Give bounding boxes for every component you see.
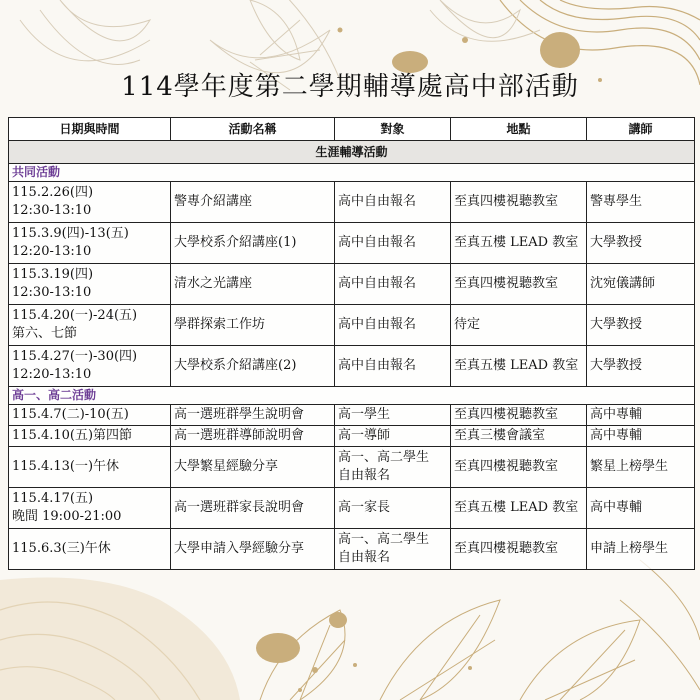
group-row <box>9 387 695 405</box>
date-cell-line: 115.4.10(五)第四節 <box>12 428 133 443</box>
location-cell: 至真四樓視聽教室 <box>451 264 587 305</box>
table-row <box>9 346 695 387</box>
location-cell: 至真五樓 LEAD 教室 <box>451 488 587 529</box>
table-row <box>9 405 695 426</box>
target-cell-line: 高一、高二學生 <box>338 532 430 547</box>
table-row <box>9 529 695 570</box>
location-cell: 至真四樓視聽教室 <box>451 447 587 488</box>
location-cell: 至真四樓視聽教室 <box>451 529 587 570</box>
date-cell <box>9 223 171 264</box>
table-row <box>9 447 695 488</box>
table-row <box>9 426 695 447</box>
date-cell <box>9 182 171 223</box>
speaker-cell: 高中專輔 <box>587 426 695 447</box>
target-cell-line: 自由報名 <box>338 468 391 483</box>
activity-cell: 清水之光講座 <box>171 264 335 305</box>
target-cell <box>335 488 451 529</box>
date-cell <box>9 426 171 447</box>
date-cell <box>9 405 171 426</box>
table-row <box>9 488 695 529</box>
header-date: 日期與時間 <box>9 118 171 141</box>
page-title: 114學年度第二學期輔導處高中部活動 <box>121 72 579 102</box>
section-row <box>9 141 695 164</box>
table-row <box>9 182 695 223</box>
header-speaker: 講師 <box>587 118 695 141</box>
target-cell <box>335 223 451 264</box>
header-activity: 活動名稱 <box>171 118 335 141</box>
date-cell-line: 115.6.3(三)午休 <box>12 541 111 556</box>
target-cell <box>335 346 451 387</box>
date-cell-line: 115.3.19(四) <box>12 267 94 282</box>
target-cell <box>335 426 451 447</box>
speaker-cell: 繁星上榜學生 <box>587 447 695 488</box>
target-cell <box>335 529 451 570</box>
target-cell-line: 高中自由報名 <box>338 194 417 209</box>
location-cell: 至真四樓視聽教室 <box>451 182 587 223</box>
target-cell-line: 高中自由報名 <box>338 235 417 250</box>
speaker-cell: 高中專輔 <box>587 488 695 529</box>
activity-cell: 大學繁星經驗分享 <box>171 447 335 488</box>
schedule-table <box>8 117 695 570</box>
location-cell: 至真四樓視聽教室 <box>451 405 587 426</box>
group-label: 高一、高二活動 <box>9 387 695 405</box>
table-row <box>9 305 695 346</box>
date-cell-line: 115.4.17(五) <box>12 491 94 506</box>
target-cell-line: 高一、高二學生 <box>338 450 430 465</box>
speaker-cell: 沈宛儀講師 <box>587 264 695 305</box>
date-cell-line: 115.4.27(一)-30(四) <box>12 349 138 364</box>
speaker-cell: 申請上榜學生 <box>587 529 695 570</box>
activity-cell: 大學校系介紹講座(2) <box>171 346 335 387</box>
target-cell-line: 高一導師 <box>338 428 391 443</box>
activity-cell: 警專介紹講座 <box>171 182 335 223</box>
location-cell: 至真五樓 LEAD 教室 <box>451 346 587 387</box>
table-row <box>9 264 695 305</box>
date-cell-line: 115.4.20(一)-24(五) <box>12 308 138 323</box>
group-row <box>9 164 695 182</box>
date-cell-line: 115.4.13(一)午休 <box>12 459 120 474</box>
date-cell-line: 12:20-13:10 <box>12 367 92 382</box>
speaker-cell: 大學教授 <box>587 223 695 264</box>
location-cell: 待定 <box>451 305 587 346</box>
date-cell-line: 12:20-13:10 <box>12 244 92 259</box>
activity-cell: 大學校系介紹講座(1) <box>171 223 335 264</box>
date-cell-line: 晚間 19:00-21:00 <box>12 509 122 524</box>
target-cell-line: 高中自由報名 <box>338 276 417 291</box>
date-cell-line: 12:30-13:10 <box>12 203 92 218</box>
activity-cell: 學群探索工作坊 <box>171 305 335 346</box>
group-label: 共同活動 <box>9 164 695 182</box>
date-cell-line: 12:30-13:10 <box>12 285 92 300</box>
target-cell-line: 高中自由報名 <box>338 317 417 332</box>
date-cell <box>9 264 171 305</box>
activity-cell: 高一選班群導師說明會 <box>171 426 335 447</box>
activity-cell: 大學申請入學經驗分享 <box>171 529 335 570</box>
activity-cell: 高一選班群家長說明會 <box>171 488 335 529</box>
section-title: 生涯輔導活動 <box>9 141 695 164</box>
date-cell <box>9 447 171 488</box>
target-cell-line: 高一家長 <box>338 500 391 515</box>
target-cell <box>335 264 451 305</box>
speaker-cell: 警專學生 <box>587 182 695 223</box>
speaker-cell: 高中專輔 <box>587 405 695 426</box>
target-cell <box>335 182 451 223</box>
target-cell <box>335 305 451 346</box>
date-cell-line: 115.3.9(四)-13(五) <box>12 226 129 241</box>
speaker-cell: 大學教授 <box>587 305 695 346</box>
date-cell-line: 115.2.26(四) <box>12 185 94 200</box>
date-cell-line: 第六、七節 <box>12 326 78 341</box>
location-cell: 至真三樓會議室 <box>451 426 587 447</box>
date-cell-line: 115.4.7(二)-10(五) <box>12 407 129 422</box>
target-cell-line: 高一學生 <box>338 407 391 422</box>
date-cell <box>9 305 171 346</box>
header-location: 地點 <box>451 118 587 141</box>
table-header-row <box>9 118 695 141</box>
date-cell <box>9 529 171 570</box>
target-cell-line: 高中自由報名 <box>338 358 417 373</box>
date-cell <box>9 346 171 387</box>
target-cell-line: 自由報名 <box>338 550 391 565</box>
header-target: 對象 <box>335 118 451 141</box>
location-cell: 至真五樓 LEAD 教室 <box>451 223 587 264</box>
table-row <box>9 223 695 264</box>
date-cell <box>9 488 171 529</box>
activity-cell: 高一選班群學生說明會 <box>171 405 335 426</box>
target-cell <box>335 405 451 426</box>
target-cell <box>335 447 451 488</box>
speaker-cell: 大學教授 <box>587 346 695 387</box>
